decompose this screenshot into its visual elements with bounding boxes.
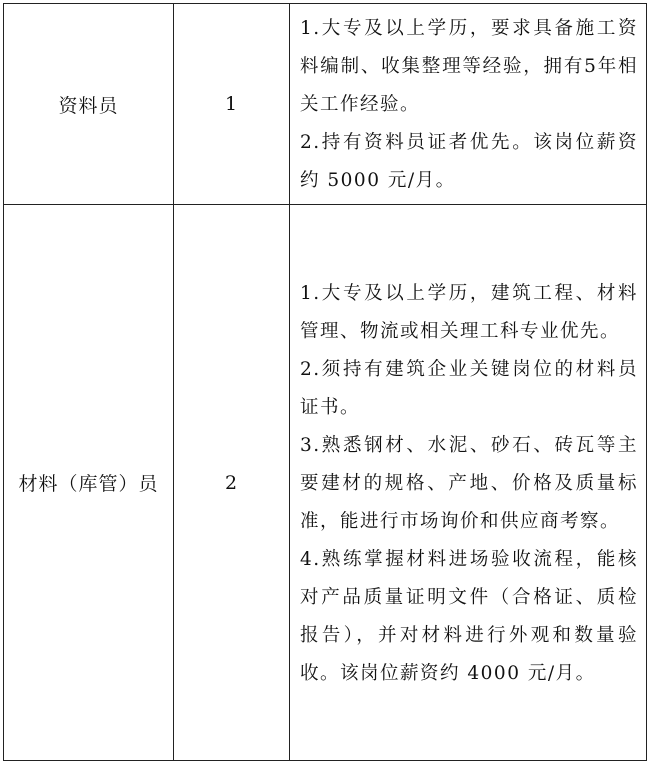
requirements-cell [290, 4, 647, 205]
table-row [4, 205, 647, 761]
position-count: 2 [174, 205, 290, 761]
position-title: 资料员 [4, 4, 174, 205]
position-title: 材料（库管）员 [4, 205, 174, 761]
position-count: 1 [174, 4, 290, 205]
requirement-item: 2.须持有建筑企业关键岗位的材料员证书。 [300, 358, 638, 418]
requirements-cell [290, 205, 647, 761]
requirement-item: 1.大专及以上学历，建筑工程、材料管理、物流或相关理工科专业优先。 [300, 282, 638, 342]
job-requirements-table [3, 3, 647, 761]
requirement-item: 1.大专及以上学历，要求具备施工资料编制、收集整理等经验，拥有5年相关工作经验。 [300, 18, 638, 115]
requirement-item: 3.熟悉钢材、水泥、砂石、砖瓦等主要建材的规格、产地、价格及质量标准，能进行市场询价和供应商考察。 [300, 434, 638, 532]
table-row [4, 4, 647, 205]
requirement-item: 2.持有资料员证者优先。该岗位薪资约 5000 元/月。 [300, 132, 638, 191]
requirement-item: 4.熟练掌握材料进场验收流程，能核对产品质量证明文件（合格证、质检报告），并对材料进行外观和数量验收。该岗位薪资约 4000 元/月。 [300, 548, 638, 684]
